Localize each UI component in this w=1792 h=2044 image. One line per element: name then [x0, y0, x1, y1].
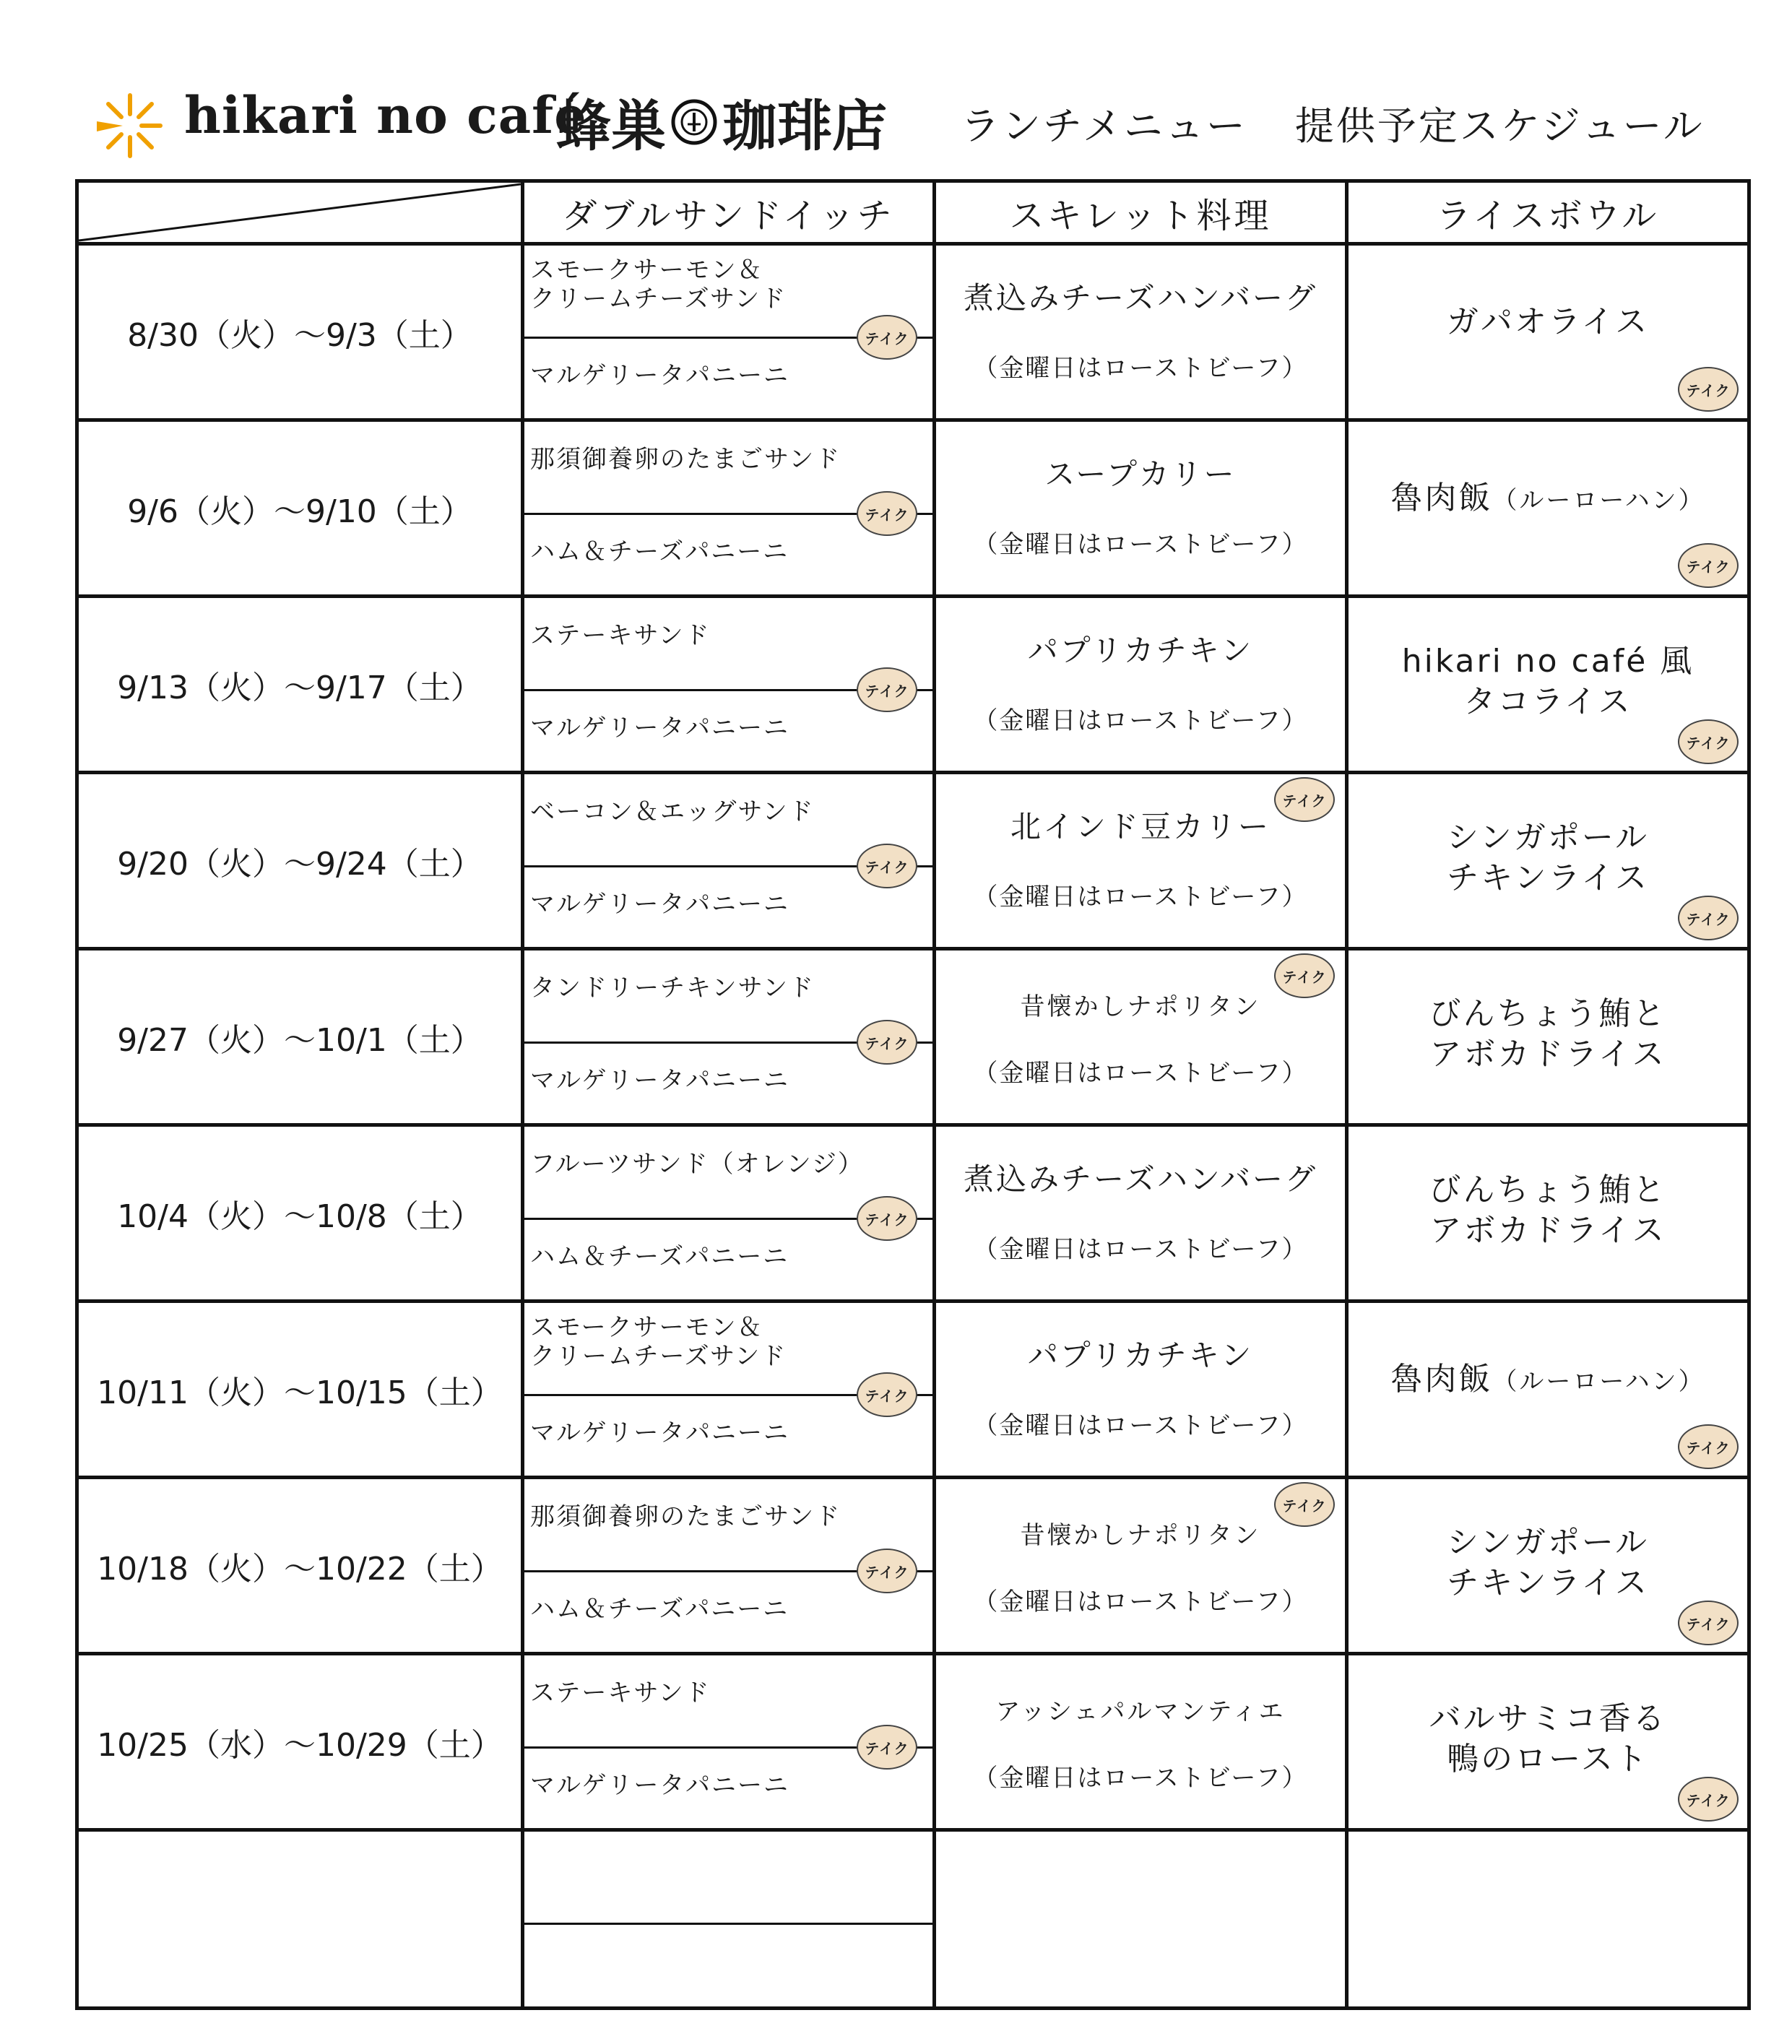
sandwich-bottom-item: ハム＆チーズパニーニ: [530, 1595, 789, 1624]
rice-bowl-reading: （ルーローハン）: [1492, 1367, 1705, 1396]
table-row: [79, 246, 1747, 418]
column-header-sandwich: ダブルサンドイッチ: [562, 195, 895, 236]
skillet-item: 煮込みチーズハンバーグ: [964, 280, 1317, 316]
take-out-badge: テイク: [1678, 896, 1739, 940]
date-range: 9/13（火）～9/17（土）: [117, 669, 482, 706]
corner-diagonal-line: [79, 183, 521, 242]
take-out-badge: テイク: [857, 491, 917, 536]
take-out-badge: テイク: [857, 1549, 917, 1593]
sandwich-cell: [524, 950, 932, 1123]
date-range: 9/20（火）～9/24（土）: [117, 845, 482, 883]
rice-bowl-reading: （ルーローハン）: [1492, 486, 1705, 515]
skillet-item: 昔懐かしナポリタン: [1020, 1521, 1261, 1550]
sandwich-cell: [524, 246, 932, 418]
skillet-cell: [936, 950, 1345, 1123]
sandwich-cell: [524, 422, 932, 594]
skillet-friday-note: （金曜日はローストビーフ）: [973, 1411, 1308, 1440]
skillet-item: 北インド豆カリー: [1010, 809, 1271, 844]
rice-bowl-item: hikari no café 風 タコライス: [1401, 643, 1694, 720]
rice-bowl-item: シンガポール チキンライス: [1446, 819, 1650, 896]
table-row: [79, 774, 1747, 947]
take-out-badge: テイク: [1678, 719, 1739, 764]
sandwich-cell: [524, 1479, 932, 1652]
sandwich-top-item: スモークサーモン＆ クリームチーズサンド: [530, 1313, 787, 1371]
sandwich-bottom-item: マルゲリータパニーニ: [530, 361, 789, 390]
sandwich-cell: [524, 1127, 932, 1299]
take-out-badge: テイク: [1678, 543, 1739, 588]
crest-seal-icon: [670, 98, 718, 146]
rice-bowl-cell: [1349, 246, 1747, 418]
rice-bowl-item: びんちょう鮪と アボカドライス: [1429, 1172, 1667, 1249]
skillet-cell: [936, 1832, 1345, 2004]
skillet-cell: [936, 774, 1345, 947]
table-row: [79, 1832, 1747, 2004]
sandwich-bottom-item: マルゲリータパニーニ: [530, 714, 789, 742]
take-out-badge: テイク: [857, 1372, 917, 1417]
sandwich-top-item: 那須御養卵のたまごサンド: [530, 445, 841, 474]
skillet-item: 煮込みチーズハンバーグ: [964, 1161, 1317, 1197]
sandwich-top-item: ステーキサンド: [530, 1679, 711, 1707]
skillet-friday-note: （金曜日はローストビーフ）: [973, 530, 1308, 559]
table-row: [79, 1655, 1747, 1828]
column-header-rice: ライスボウル: [1436, 195, 1660, 236]
take-out-badge: テイク: [1274, 1482, 1335, 1527]
rice-bowl-cell: [1349, 422, 1747, 594]
take-out-badge: テイク: [857, 315, 917, 360]
rice-bowl-item: ガパオライス: [1446, 303, 1650, 340]
skillet-friday-note: （金曜日はローストビーフ）: [973, 1588, 1308, 1616]
brand-name-jp: [556, 82, 887, 161]
sandwich-top-item: 那須御養卵のたまごサンド: [530, 1502, 841, 1531]
date-range: 10/25（水）～10/29（土）: [97, 1726, 503, 1764]
rice-bowl-cell: [1349, 1127, 1747, 1299]
sandwich-cell: [524, 1303, 932, 1476]
rice-bowl-item: 魯肉飯（ルーローハン）: [1390, 1361, 1705, 1398]
skillet-friday-note: （金曜日はローストビーフ）: [973, 354, 1308, 383]
date-range: 8/30（火）～9/3（土）: [127, 316, 472, 354]
page-header: [94, 81, 1705, 160]
table-row: [79, 950, 1747, 1123]
take-out-badge: テイク: [857, 667, 917, 712]
brand-name: hikari no café: [184, 85, 587, 145]
skillet-cell: [936, 246, 1345, 418]
skillet-item: アッシェパルマンティエ: [995, 1697, 1286, 1726]
skillet-friday-note: （金曜日はローストビーフ）: [973, 706, 1308, 735]
take-out-badge: テイク: [857, 1196, 917, 1241]
skillet-cell: [936, 422, 1345, 594]
sandwich-bottom-item: ハム＆チーズパニーニ: [530, 537, 789, 566]
skillet-item: スープカリー: [1044, 456, 1237, 492]
table-row: [79, 1303, 1747, 1476]
take-out-badge: テイク: [1678, 1601, 1739, 1645]
date-range: 10/4（火）～10/8（土）: [117, 1198, 482, 1235]
brand-jp-right: 珈琲店: [722, 94, 887, 158]
sandwich-divider-line: [524, 1923, 932, 1925]
skillet-cell: [936, 1127, 1345, 1299]
sandwich-cell: [524, 1655, 932, 1828]
sandwich-cell: [524, 774, 932, 947]
sandwich-bottom-item: マルゲリータパニーニ: [530, 890, 789, 919]
rice-bowl-item: びんちょう鮪と アボカドライス: [1429, 995, 1667, 1073]
date-range: 10/11（火）～10/15（土）: [97, 1374, 503, 1411]
sandwich-top-item: フルーツサンド（オレンジ）: [530, 1150, 864, 1179]
date-range: 9/6（火）～9/10（土）: [127, 493, 472, 530]
skillet-cell: [936, 1655, 1345, 1828]
rice-bowl-item: 魯肉飯（ルーローハン）: [1390, 480, 1705, 516]
sandwich-bottom-item: マルゲリータパニーニ: [530, 1066, 789, 1095]
date-range: 9/27（火）～10/1（土）: [117, 1021, 482, 1059]
take-out-badge: テイク: [1678, 367, 1739, 412]
sandwich-cell: [524, 598, 932, 771]
date-range: [79, 1832, 521, 2004]
skillet-item: 昔懐かしナポリタン: [1020, 992, 1261, 1021]
take-out-badge: テイク: [1274, 777, 1335, 822]
date-range: 10/18（火）～10/22（土）: [97, 1550, 503, 1588]
take-out-badge: テイク: [857, 1725, 917, 1770]
rice-bowl-cell: [1349, 1303, 1747, 1476]
schedule-title: [961, 95, 1705, 151]
table-row: [79, 422, 1747, 594]
rice-bowl-cell: [1349, 774, 1747, 947]
take-out-badge: テイク: [857, 1020, 917, 1065]
table-row: [79, 1479, 1747, 1652]
take-out-badge: テイク: [1678, 1777, 1739, 1822]
rice-bowl-cell: [1349, 950, 1747, 1123]
sandwich-bottom-item: ハム＆チーズパニーニ: [530, 1242, 789, 1271]
skillet-friday-note: （金曜日はローストビーフ）: [973, 1764, 1308, 1793]
rice-bowl-item: バルサミコ香る 鴨のロースト: [1429, 1700, 1667, 1777]
take-out-badge: テイク: [1274, 953, 1335, 998]
sandwich-cell: [524, 1832, 932, 2004]
sandwich-bottom-item: マルゲリータパニーニ: [530, 1419, 789, 1447]
sandwich-top-item: ステーキサンド: [530, 621, 711, 650]
table-row: [79, 1127, 1747, 1299]
title-lunch-menu: ランチメニュー: [961, 103, 1247, 149]
sandwich-top-item: タンドリーチキンサンド: [530, 974, 815, 1002]
take-out-badge: テイク: [1678, 1424, 1739, 1469]
skillet-friday-note: （金曜日はローストビーフ）: [973, 883, 1308, 911]
skillet-friday-note: （金曜日はローストビーフ）: [973, 1235, 1308, 1264]
sandwich-top-item: ベーコン＆エッグサンド: [530, 797, 815, 826]
rice-bowl-cell: [1349, 598, 1747, 771]
rice-bowl-cell: [1349, 1479, 1747, 1652]
sun-logo-icon: [94, 90, 166, 162]
skillet-cell: [936, 598, 1345, 771]
brand-jp-left: 蜂巣: [556, 94, 666, 158]
skillet-item: パプリカチキン: [1027, 1338, 1254, 1373]
rice-bowl-cell: [1349, 1832, 1747, 2004]
sandwich-bottom-item: マルゲリータパニーニ: [530, 1771, 789, 1800]
table-row: [79, 598, 1747, 771]
lunch-schedule-table: [75, 179, 1751, 2010]
take-out-badge: テイク: [857, 844, 917, 888]
skillet-item: パプリカチキン: [1027, 633, 1254, 668]
skillet-cell: [936, 1303, 1345, 1476]
sandwich-top-item: スモークサーモン＆ クリームチーズサンド: [530, 256, 787, 313]
rice-bowl-item: シンガポール チキンライス: [1446, 1524, 1650, 1601]
column-header-skillet: スキレット料理: [1009, 195, 1272, 236]
skillet-cell: [936, 1479, 1345, 1652]
skillet-friday-note: （金曜日はローストビーフ）: [973, 1059, 1308, 1088]
rice-bowl-cell: [1349, 1655, 1747, 1828]
title-schedule: 提供予定スケジュール: [1294, 103, 1705, 149]
